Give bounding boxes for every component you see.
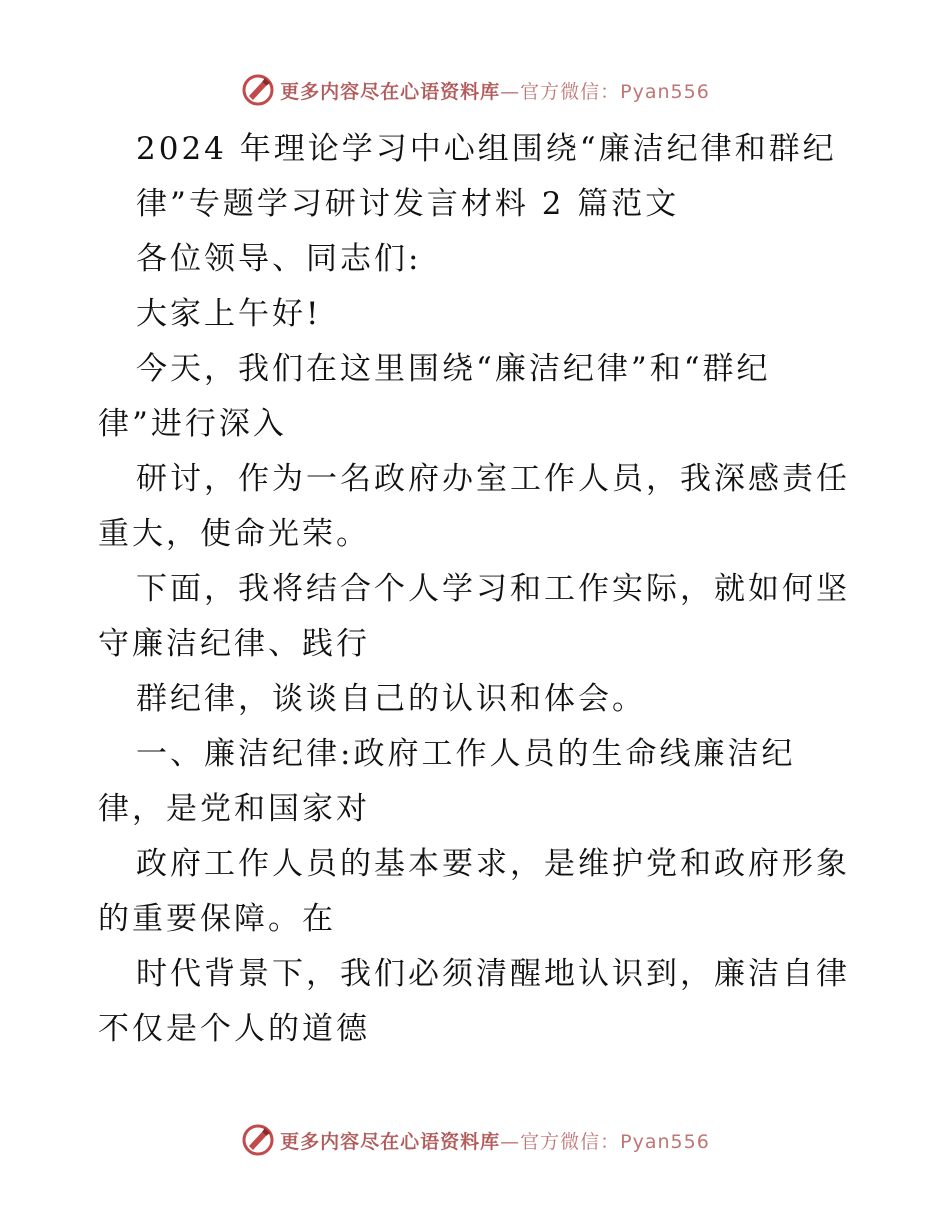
text-line: 时代背景下，我们必须清醒地认识到，廉洁自律 (136, 956, 850, 992)
watermark-text: 更多内容尽在心语资料库—官方微信：Pyan556 (280, 1130, 710, 1153)
watermark-text: 更多内容尽在心语资料库—官方微信：Pyan556 (280, 80, 710, 103)
text-line: 大家上午好! (136, 296, 322, 332)
text-line: 2024 年理论学习中心组围绕“廉洁纪律和群纪 (136, 131, 837, 167)
watermark-banner-top (0, 70, 950, 110)
document-body (98, 122, 858, 1057)
text-line: 群纪律，谈谈自己的认识和体会。 (136, 681, 646, 717)
text-line: 律，是党和国家对 (98, 791, 370, 827)
text-line: 不仅是个人的道德 (98, 1011, 370, 1047)
text-line: 研讨，作为一名政府办室工作人员，我深感责任 (136, 461, 850, 497)
text-line: 下面，我将结合个人学习和工作实际，就如何坚 (136, 571, 850, 607)
text-line: 重大，使命光荣。 (98, 516, 370, 552)
text-line: 的重要保障。在 (98, 901, 336, 937)
text-line: 守廉洁纪律、践行 (98, 626, 370, 662)
text-line: 一、廉洁纪律:政府工作人员的生命线廉洁纪 (136, 736, 796, 772)
text-line: 律”专题学习研讨发言材料 2 篇范文 (136, 186, 680, 222)
logo-icon (240, 72, 276, 108)
watermark-banner-bottom (0, 1120, 950, 1160)
text-line: 律”进行深入 (98, 406, 287, 442)
text-line: 各位领导、同志们: (136, 241, 422, 277)
logo-icon (240, 1122, 276, 1158)
text-line: 今天，我们在这里围绕“廉洁纪律”和“群纪 (136, 351, 771, 387)
text-line: 政府工作人员的基本要求，是维护党和政府形象 (136, 846, 850, 882)
